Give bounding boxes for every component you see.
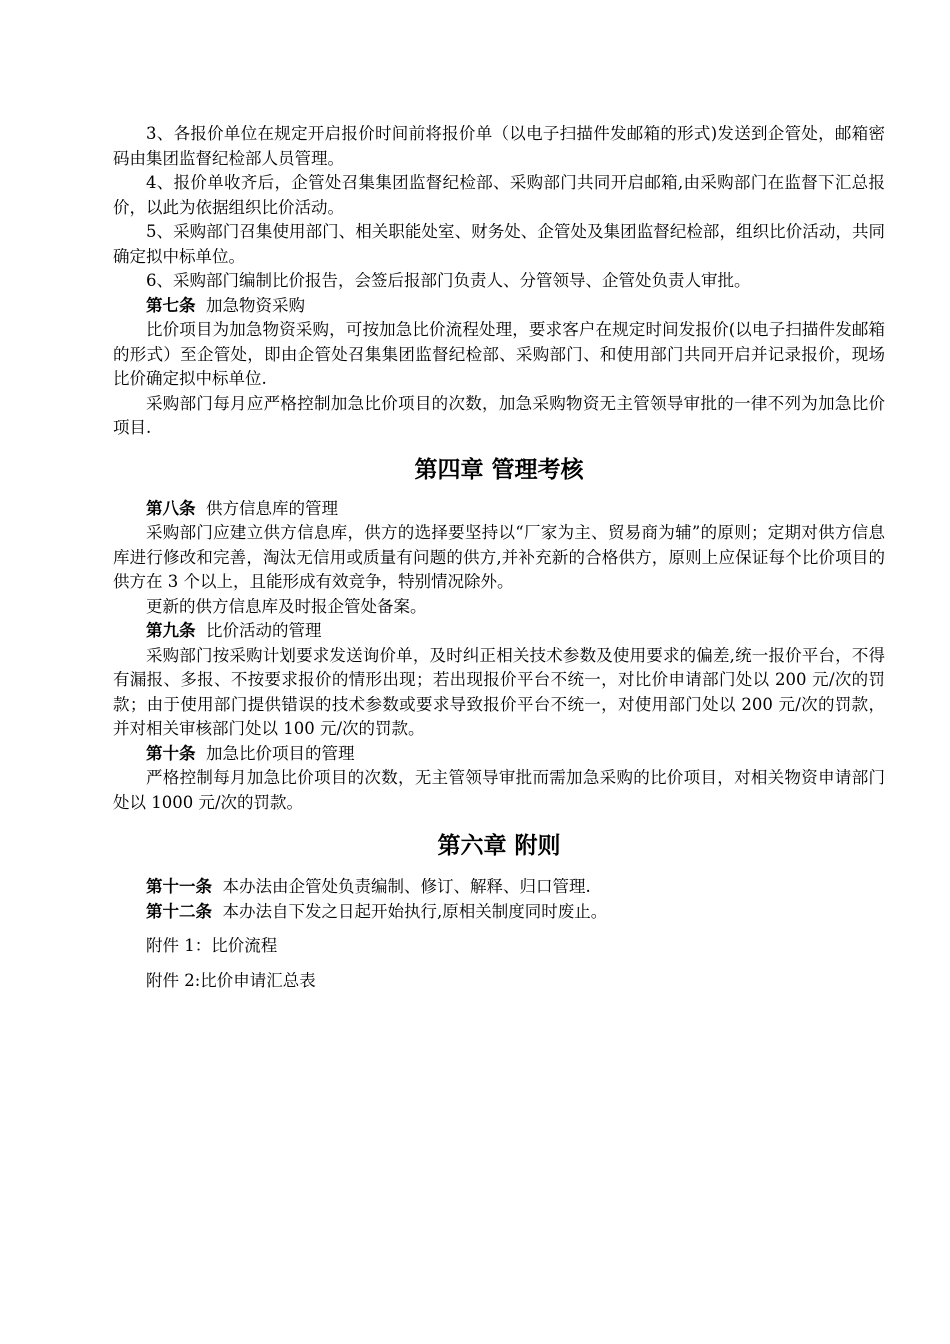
- article-7-label: 第七条: [146, 295, 196, 315]
- attachment-2: 附件 2:比价申请汇总表: [146, 970, 316, 990]
- article-10-heading: [113, 742, 885, 767]
- article-11: [113, 875, 885, 900]
- clause-4: 4、报价单收齐后，企管处召集集团监督纪检部、采购部门共同开启邮箱,由采购部门在监督下汇总报价，以此为依据组织比价活动。: [113, 173, 885, 217]
- clause-6: 6、采购部门编制比价报告，会签后报部门负责人、分管领导、企管处负责人审批。: [146, 271, 751, 290]
- article-8-title: 供方信息库的管理: [206, 498, 338, 518]
- document-body: [113, 122, 885, 993]
- article-8-paragraph-2: 更新的供方信息库及时报企管处备案。: [146, 596, 427, 616]
- article-12-label: 第十二条: [146, 901, 212, 921]
- article-9-label: 第九条: [146, 621, 196, 640]
- chapter-6-title: 第六章 附则: [437, 832, 561, 859]
- article-10-paragraph-1: 严格控制每月加急比价项目的次数，无主管领导审批而需加急采购的比价项目，对相关物资申请部门处以 1000 元/次的罚款。: [113, 768, 885, 812]
- article-12-text: 本办法自下发之日起开始执行,原相关制度同时废止。: [222, 901, 608, 921]
- article-8-paragraph-1: 采购部门应建立供方信息库，供方的选择要坚持以“厂家为主、贸易商为辅”的原则；定期对供方信息库进行修改和完善，淘汰无信用或质量有问题的供方,并补充新的合格供方，原则上应保证每个比价项目的供方在 3 个以上，且能形成有效竞争，特别情况除外。: [113, 523, 885, 591]
- article-10-title: 加急比价项目的管理: [206, 743, 355, 763]
- article-9-heading: [113, 619, 885, 644]
- article-9-title: 比价活动的管理: [206, 621, 322, 640]
- article-10-label: 第十条: [146, 743, 196, 763]
- article-7-title: 加急物资采购: [206, 295, 305, 315]
- article-8-label: 第八条: [146, 498, 196, 518]
- chapter-4-title: 第四章 管理考核: [414, 455, 584, 483]
- article-12: [113, 900, 885, 925]
- attachment-1: 附件 1：比价流程: [146, 936, 278, 955]
- article-9-paragraph-1: 采购部门按采购计划要求发送询价单，及时纠正相关技术参数及使用要求的偏差,统一报价平台，不得有漏报、多报、不按要求报价的情形出现；若出现报价平台不统一，对比价申请部门处以 200 元/次的罚款；由于使用部门提供错误的技术参数或要求导致报价平台不统一，对使用部门处以 200 元/次的罚款，并对相关审核部门处以 100 元/次的罚款。: [113, 645, 885, 738]
- article-7-heading: [113, 294, 885, 319]
- clause-3: 3、各报价单位在规定开启报价时间前将报价单（以电子扫描件发邮箱的形式)发送到企管处，邮箱密码由集团监督纪检部人员管理。: [113, 124, 885, 168]
- article-8-heading: [113, 497, 885, 522]
- spacer: [113, 924, 885, 934]
- spacer: [113, 959, 885, 969]
- article-7-paragraph-1: 比价项目为加急物资采购，可按加急比价流程处理，要求客户在规定时间发报价(以电子扫描件发邮箱的形式）至企管处，即由企管处召集集团监督纪检部、采购部门、和使用部门共同开启并记录报价，现场比价确定拟中标单位.: [113, 320, 885, 388]
- article-7-paragraph-2: 采购部门每月应严格控制加急比价项目的次数，加急采购物资无主管领导审批的一律不列为加急比价项目.: [113, 393, 885, 437]
- clause-5: 5、采购部门召集使用部门、相关职能处室、财务处、企管处及集团监督纪检部，组织比价活动，共同确定拟中标单位。: [113, 222, 885, 266]
- article-11-text: 本办法由企管处负责编制、修订、解释、归口管理.: [222, 877, 591, 896]
- article-11-label: 第十一条: [146, 877, 212, 896]
